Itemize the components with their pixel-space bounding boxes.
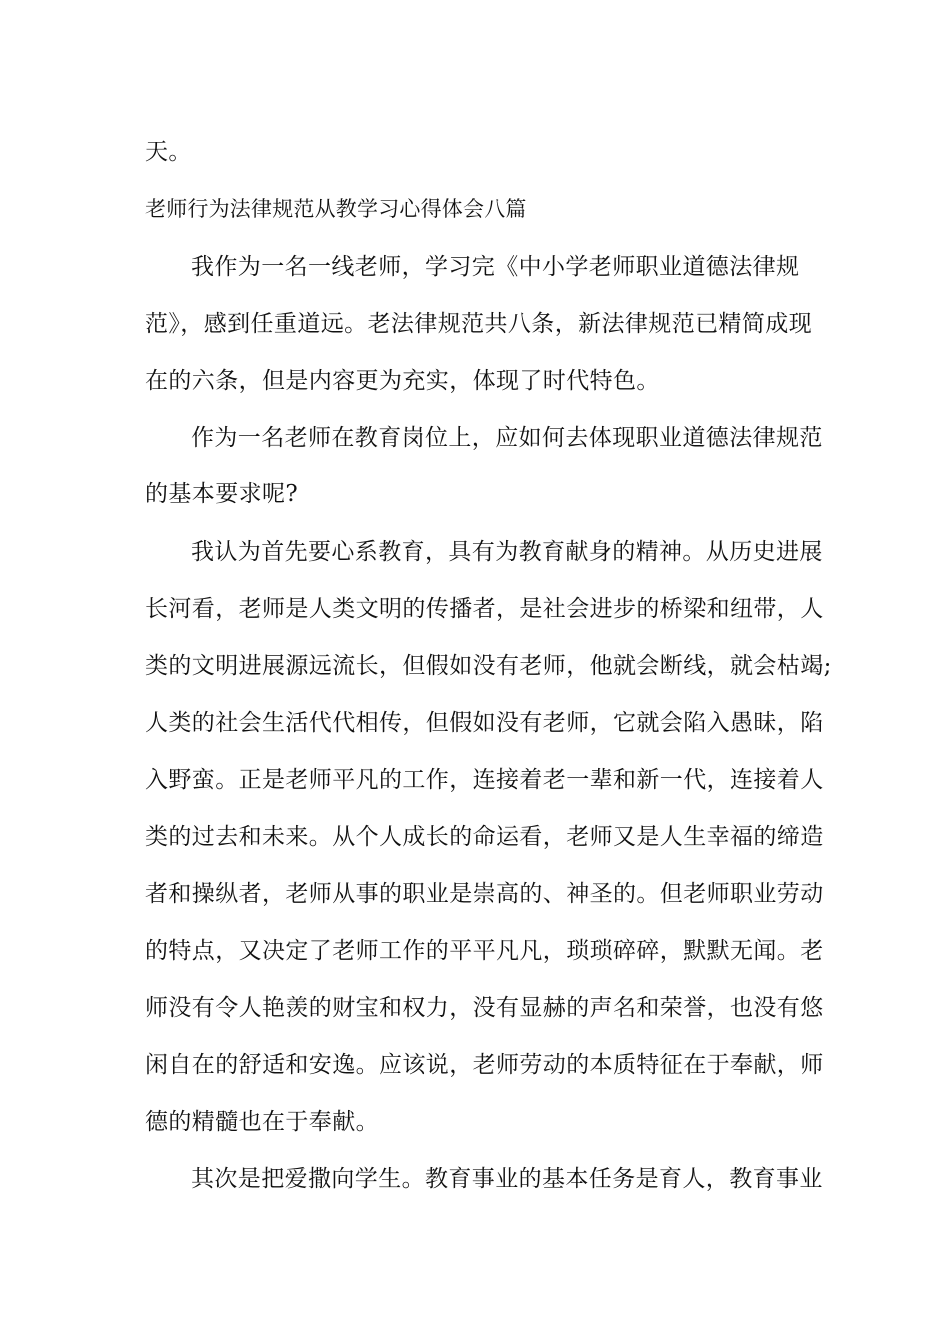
text-line: 者和操纵者，老师从事的职业是崇高的、神圣的。但老师职业劳动 [145,881,824,907]
text-line: 德的精髓也在于奉献。 [145,1109,379,1135]
text-line: 师没有令人艳羡的财宝和权力，没有显赫的声名和荣誉，也没有悠 [145,995,824,1021]
text-line: 的基本要求呢? [145,481,299,507]
text-line: 类的文明进展源远流长，但假如没有老师，他就会断线，就会枯竭; [145,653,832,679]
text-line: 类的过去和未来。从个人成长的命运看，老师又是人生幸福的缔造 [145,824,824,850]
section-title: 老师行为法律规范从教学习心得体会八篇 [145,197,527,221]
text-line: 的特点，又决定了老师工作的平平凡凡，琐琐碎碎，默默无闻。老 [145,938,824,964]
text-line: 入野蛮。正是老师平凡的工作，连接着老一辈和新一代，连接着人 [145,767,824,793]
text-line: 在的六条，但是内容更为充实，体现了时代特色。 [145,368,660,394]
text-line: 范》，感到任重道远。老法律规范共八条，新法律规范已精简成现 [145,311,813,337]
text-line: 天。 [145,139,192,165]
text-line: 作为一名老师在教育岗位上，应如何去体现职业道德法律规范 [191,425,823,451]
text-line: 我认为首先要心系教育，具有为教育献身的精神。从历史进展 [191,539,823,565]
text-line: 闲自在的舒适和安逸。应该说，老师劳动的本质特征在于奉献，师 [145,1052,824,1078]
text-line: 其次是把爱撒向学生。教育事业的基本任务是育人，教育事业 [191,1166,823,1192]
text-line: 长河看，老师是人类文明的传播者，是社会进步的桥梁和纽带，人 [145,596,824,622]
text-line: 我作为一名一线老师，学习完《中小学老师职业道德法律规 [191,254,800,280]
text-line: 人类的社会生活代代相传，但假如没有老师，它就会陷入愚昧，陷 [145,710,824,736]
